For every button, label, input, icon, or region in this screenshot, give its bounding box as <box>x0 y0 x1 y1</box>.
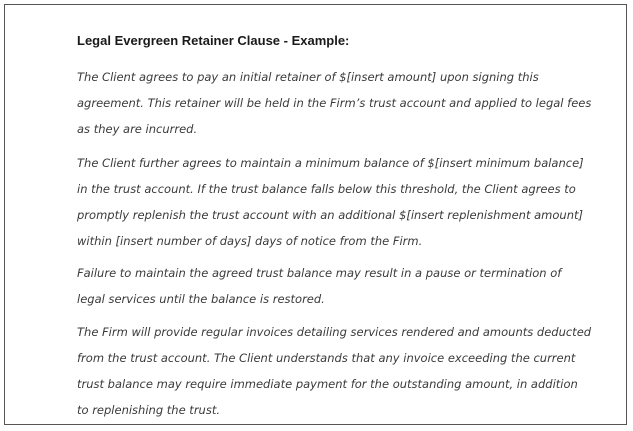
paragraph-line: agreement. This retainer will be held in the Firm’s trust account and applied to legal fees <box>77 96 592 110</box>
paragraph-line: legal services until the balance is restored. <box>77 292 325 306</box>
paragraph-minimum-balance <box>77 150 584 254</box>
paragraph-line: The Firm will provide regular invoices detailing services rendered and amounts deducted <box>77 325 592 339</box>
clause-box <box>4 4 627 425</box>
paragraph-failure-to-maintain <box>77 260 561 312</box>
paragraph-line: Failure to maintain the agreed trust balance may result in a pause or termination of <box>77 266 562 280</box>
paragraph-line: The Client further agrees to maintain a minimum balance of $[insert minimum balance] <box>77 156 584 170</box>
clause-title: Legal Evergreen Retainer Clause - Example: <box>77 33 350 48</box>
paragraph-line: to replenishing the trust. <box>77 403 220 417</box>
paragraph-line: trust balance may require immediate payment for the outstanding amount, in addition <box>77 377 578 391</box>
paragraph-initial-retainer <box>77 64 591 142</box>
paragraph-line: from the trust account. The Client understands that any invoice exceeding the current <box>77 351 576 365</box>
paragraph-line: The Client agrees to pay an initial retainer of $[insert amount] upon signing this <box>77 70 539 84</box>
paragraph-line: as they are incurred. <box>77 122 198 136</box>
paragraph-line: within [insert number of days] days of notice from the Firm. <box>77 234 423 248</box>
paragraph-invoices <box>77 319 591 423</box>
paragraph-line: promptly replenish the trust account with an additional $[insert replenishment amount] <box>77 208 583 222</box>
paragraph-line: in the trust account. If the trust balance falls below this threshold, the Client agrees to <box>77 182 576 196</box>
